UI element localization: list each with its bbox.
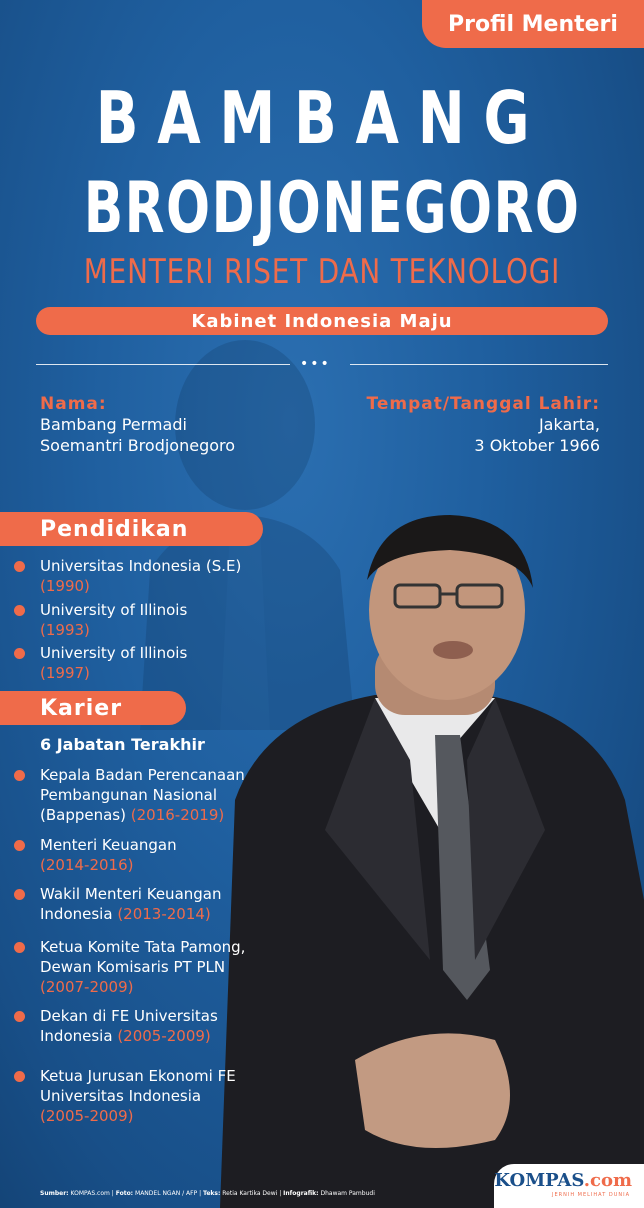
source-value: KOMPAS.com (70, 1190, 110, 1197)
logo-tagline: JERNIH MELIHAT DUNIA (552, 1192, 630, 1198)
bullet-icon (14, 840, 25, 851)
career-line (40, 904, 222, 924)
divider-left (36, 364, 290, 365)
career-item (14, 835, 177, 875)
logo-name: KOMPAS (494, 1170, 584, 1191)
bullet-icon (14, 605, 25, 616)
bullet-icon (14, 770, 25, 781)
career-item (14, 884, 222, 924)
career-line: Menteri Keuangan (40, 836, 177, 854)
career-item (14, 765, 245, 825)
education-item (14, 556, 241, 596)
education-school: University of Illinois (40, 601, 188, 619)
career-year: (2014-2016) (40, 856, 134, 874)
text-value: Retia Kartika Dewi (222, 1190, 278, 1197)
career-line-text: Indonesia (40, 905, 118, 923)
career-year: (2007-2009) (40, 978, 134, 996)
career-year: (2005-2009) (117, 1027, 211, 1045)
photo-label: Foto: (115, 1190, 134, 1197)
position-title: MENTERI RISET DAN TEKNOLOGI (83, 252, 561, 292)
bullet-icon (14, 561, 25, 572)
career-item (14, 937, 245, 997)
birth-date: 3 Oktober 1966 (474, 436, 600, 455)
career-line: Universitas Indonesia (40, 1087, 202, 1105)
name-value-line2: Soemantri Brodjonegoro (40, 436, 236, 455)
bullet-icon (14, 1011, 25, 1022)
career-line (40, 1026, 218, 1046)
name-title-last: BRODJONEGORO (83, 167, 581, 249)
career-line: Kepala Badan Perencanaan (40, 766, 245, 784)
career-line: Dekan di FE Universitas (40, 1007, 218, 1025)
logo-wordmark (494, 1170, 632, 1191)
name-title-first: BAMBANG (95, 76, 549, 160)
bullet-icon (14, 1071, 25, 1082)
minister-portrait (195, 500, 644, 1208)
birth-place: Jakarta, (538, 415, 600, 434)
career-year: (2013-2014) (117, 905, 211, 923)
career-line: Wakil Menteri Keuangan (40, 885, 222, 903)
name-label: Nama: (40, 394, 107, 414)
career-item (14, 1066, 236, 1126)
education-item (14, 600, 187, 640)
text-label: Teks: (203, 1190, 221, 1197)
bio-name-block (40, 394, 235, 456)
bullet-icon (14, 648, 25, 659)
divider-right (350, 364, 608, 365)
career-line: Dewan Komisaris PT PLN (40, 958, 226, 976)
career-line: Ketua Komite Tata Pamong, (40, 938, 246, 956)
cabinet-pill: Kabinet Indonesia Maju (36, 307, 608, 335)
bullet-icon (14, 942, 25, 953)
photo-value: MANDEL NGAN / AFP (135, 1190, 198, 1197)
career-year: (2005-2009) (40, 1107, 134, 1125)
bullet-icon (14, 889, 25, 900)
logo-suffix: .com (583, 1170, 632, 1191)
divider-dots: ••• (300, 356, 331, 372)
career-subtitle: 6 Jabatan Terakhir (40, 735, 205, 754)
career-line: Pembangunan Nasional (40, 786, 218, 804)
education-school: University of Illinois (40, 644, 188, 662)
career-line-text: (Bappenas) (40, 806, 131, 824)
infographic-label: Infografik: (283, 1190, 319, 1197)
education-school: Universitas Indonesia (S.E) (40, 557, 242, 575)
name-value-line1: Bambang Permadi (40, 415, 187, 434)
career-line: Ketua Jurusan Ekonomi FE (40, 1067, 236, 1085)
bio-birth-block (366, 394, 600, 456)
career-item (14, 1006, 218, 1046)
kompas-logo[interactable] (494, 1164, 644, 1208)
education-year: (1993) (40, 621, 90, 639)
career-line (40, 805, 245, 825)
education-year: (1997) (40, 664, 90, 682)
birth-label: Tempat/Tanggal Lahir: (366, 394, 600, 414)
infographic-value: Dhawam Pambudi (320, 1190, 375, 1197)
education-item (14, 643, 187, 683)
education-section-header: Pendidikan (0, 512, 263, 546)
education-year: (1990) (40, 577, 90, 595)
career-line-text: Indonesia (40, 1027, 118, 1045)
credits-footer: Sumber: KOMPAS.com | Foto: MANDEL NGAN / AFP | Teks: Retia Kartika Dewi | Infografik: Dhawam Pambudi (40, 1190, 375, 1197)
source-label: Sumber: (40, 1190, 69, 1197)
career-year: (2016-2019) (130, 806, 225, 824)
career-section-header: Karier (0, 691, 186, 725)
profile-tag: Profil Menteri (422, 0, 644, 48)
